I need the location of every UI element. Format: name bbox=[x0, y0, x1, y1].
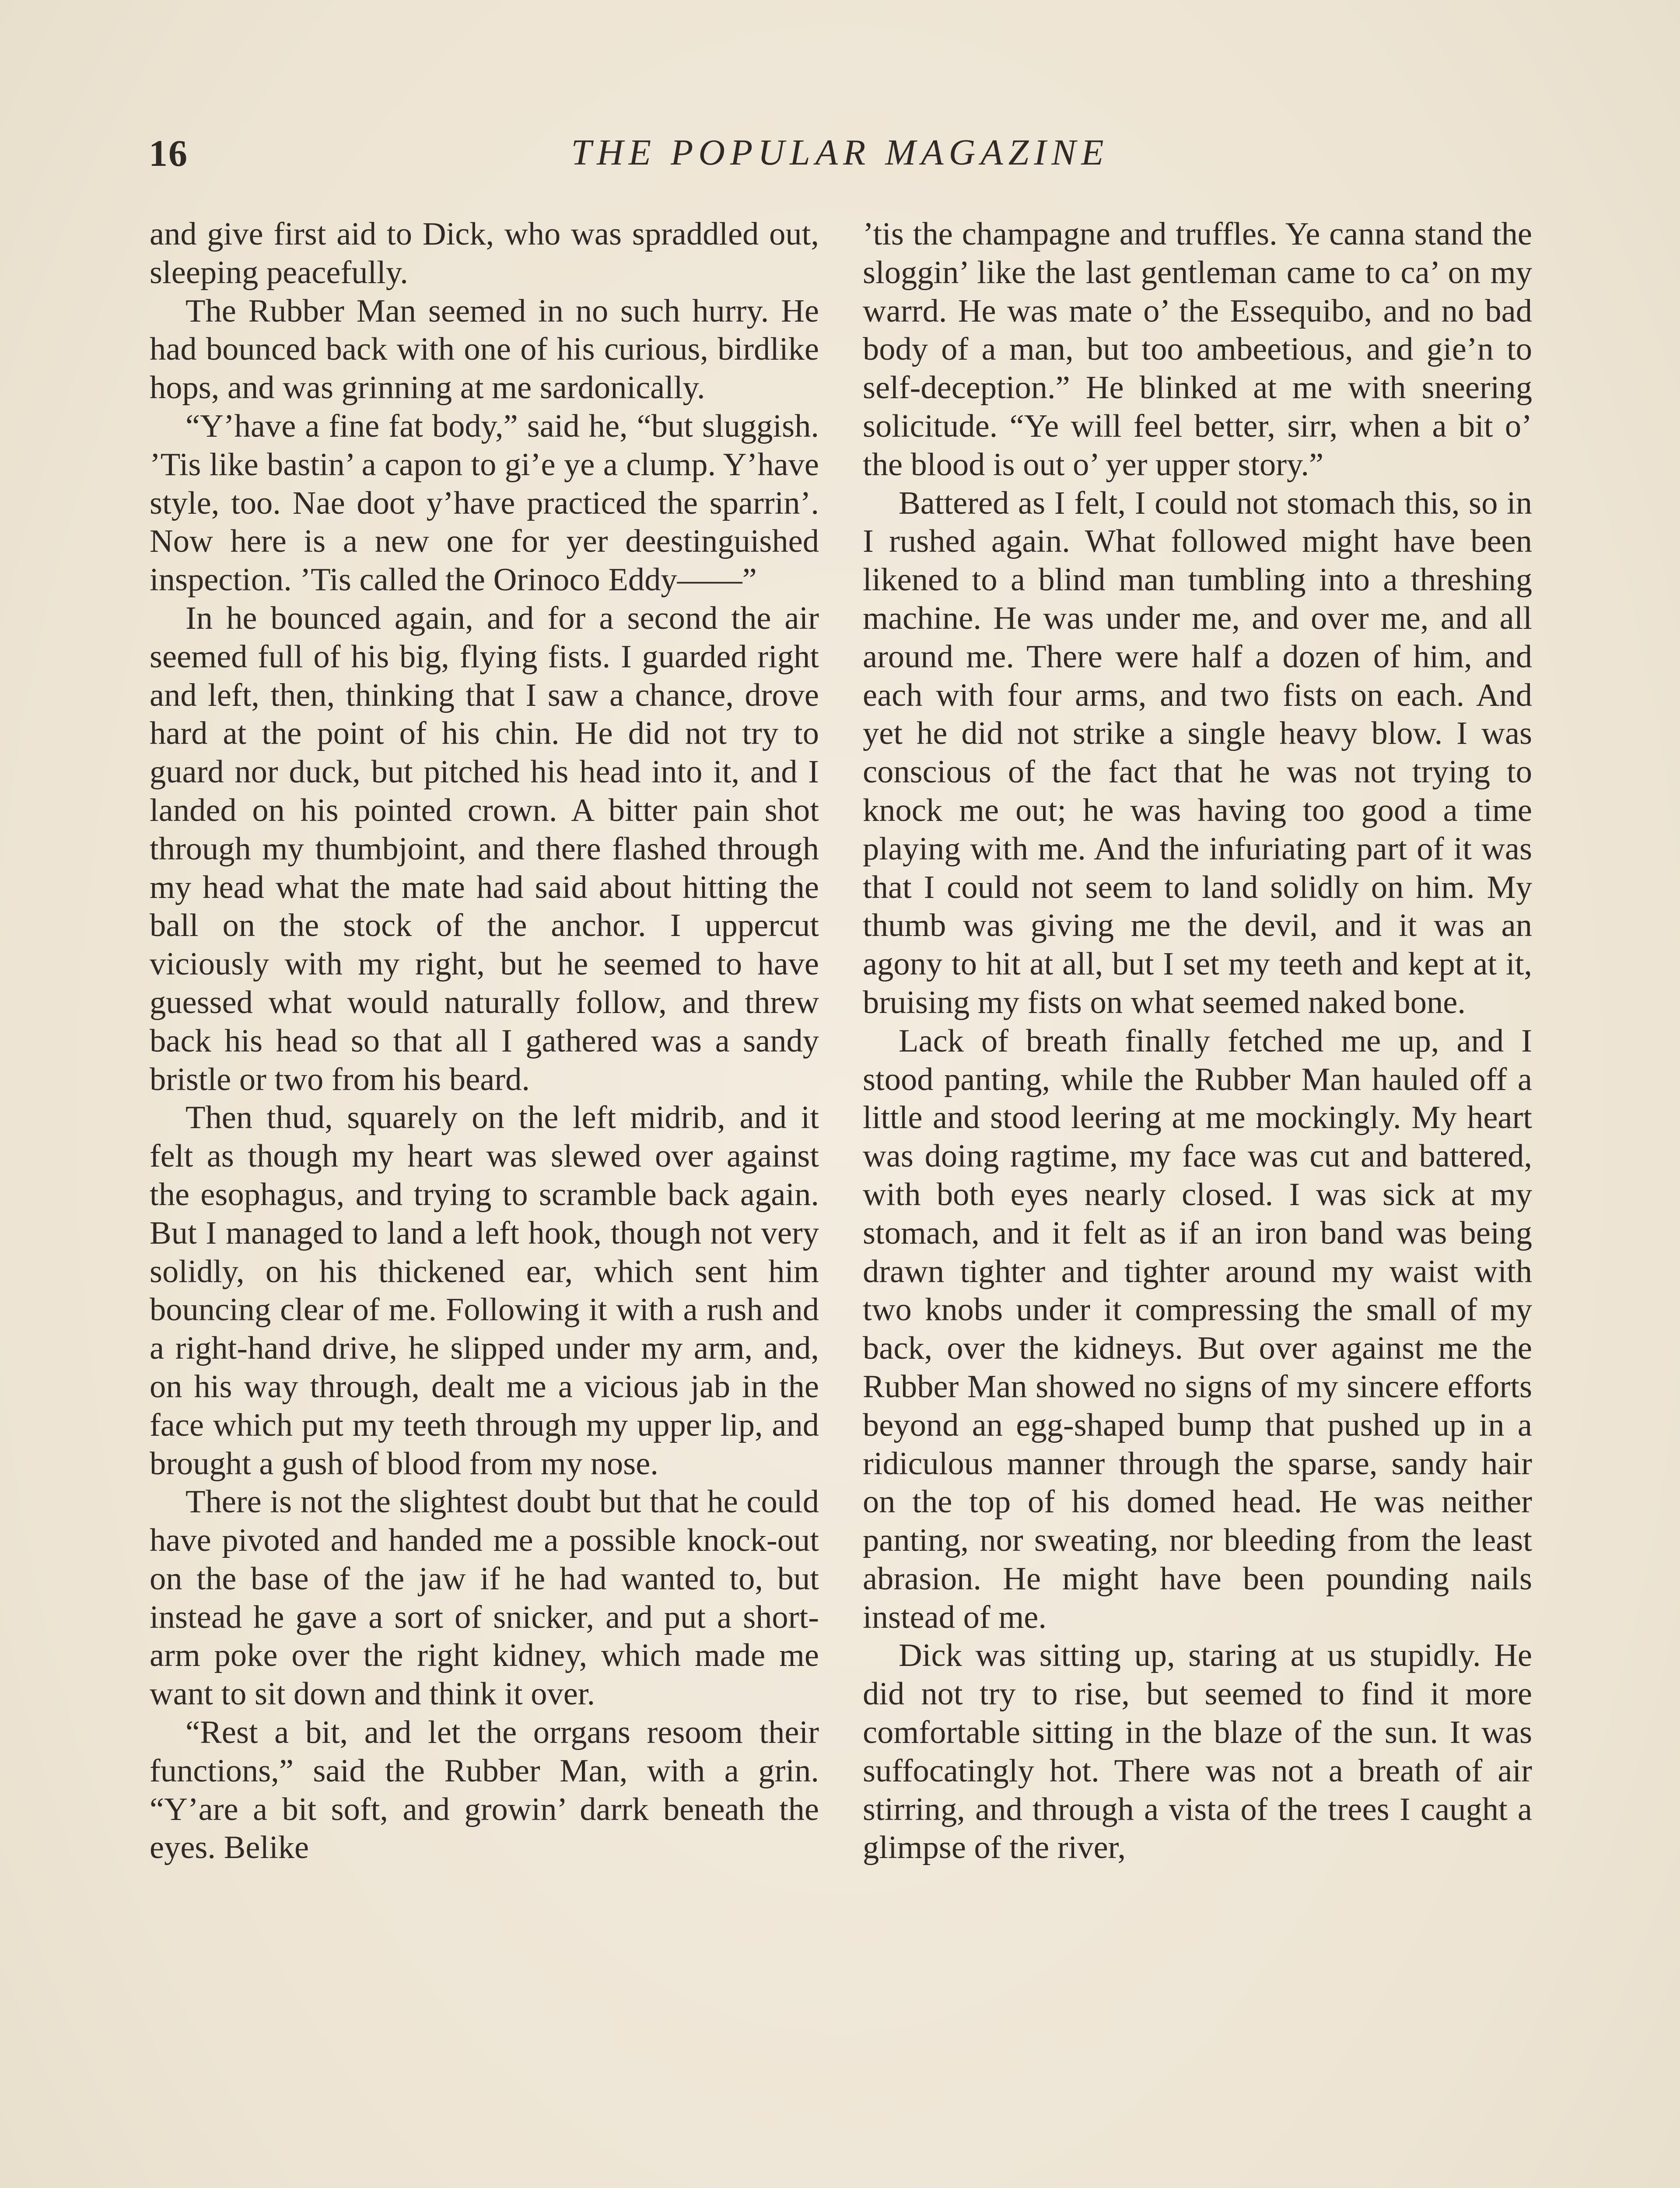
paragraph: ’tis the champagne and truffles. Ye canna stand the sloggin’ like the last gentleman came to ca’ on my warrd. He was mate o’ the Essequibo, and no bad body of a man, but too ambeetious, and gie’n to self-deception.” He blinked at me with sneering solicitude. “Ye will feel better, sirr, when a bit o’ the blood is out o’ yer upper story.” bbox=[863, 216, 1532, 483]
page-header bbox=[149, 131, 1531, 188]
paragraph: “Y’have a fine fat body,” said he, “but sluggish. ’Tis like bastin’ a capon to gi’e ye a clump. Y’have style, too. Nae doot y’have practiced the sparrin’. Now here is a new one for yer deestinguished inspection. ’Tis called the Orinoco Eddy——” bbox=[150, 408, 819, 598]
right-column bbox=[863, 215, 1532, 1867]
paragraph: and give first aid to Dick, who was spraddled out, sleeping peacefully. bbox=[150, 216, 819, 291]
paragraph: In he bounced again, and for a second the air seemed full of his big, flying fists. I guarded right and left, then, thinking that I saw a chance, drove hard at the point of his chin. He did not try to guard nor duck, but pitched his head into it, and I landed on his pointed crown. A bitter pain shot through my thumbjoint, and there flashed through my head what the mate had said about hitting the ball on the stock of the anchor. I uppercut viciously with my right, but he seemed to have guessed what would naturally follow, and threw back his head so that all I gathered was a sandy bristle or two from his beard. bbox=[150, 600, 819, 1098]
paragraph: Dick was sitting up, staring at us stupidly. He did not try to rise, but seemed to find it more comfortable sitting in the blaze of the sun. It was suffocatingly hot. There was not a breath of air stirring, and through a vista of the trees I caught a glimpse of the river, bbox=[863, 1637, 1532, 1866]
paragraph: The Rubber Man seemed in no such hurry. He had bounced back with one of his curious, birdlike hops, and was grinning at me sardonically. bbox=[150, 293, 819, 406]
paragraph: Then thud, squarely on the left midrib, and it felt as though my heart was slewed over against the esophagus, and trying to scramble back again. But I managed to land a left hook, though not very solidly, on his thickened ear, which sent him bouncing clear of me. Following it with a rush and a right-hand drive, he slipped under my arm, and, on his way through, dealt me a vicious jab in the face which put my teeth through my upper lip, and brought a gush of blood from my nose. bbox=[150, 1100, 819, 1482]
paragraph: Lack of breath finally fetched me up, and I stood panting, while the Rubber Man hauled off a little and stood leering at me mockingly. My heart was doing ragtime, my face was cut and battered, with both eyes nearly closed. I was sick at my stomach, and it felt as if an iron band was being drawn tighter and tighter around my waist with two knobs under it compressing the small of my back, over the kidneys. But over against me the Rubber Man showed no signs of my sincere efforts beyond an egg-shaped bump that pushed up in a ridiculous manner through the sparse, sandy hair on the top of his domed head. He was neither panting, nor sweating, nor bleeding from the least abrasion. He might have been pounding nails instead of me. bbox=[863, 1023, 1532, 1635]
paragraph: There is not the slightest doubt but that he could have pivoted and handed me a possible knock-out on the base of the jaw if he had wanted to, but instead he gave a sort of snicker, and put a short-arm poke over the right kidney, which made me want to sit down and think it over. bbox=[150, 1484, 819, 1712]
paragraph: “Rest a bit, and let the orrgans resoom their functions,” said the Rubber Man, with a grin. “Y’are a bit soft, and growin’ darrk beneath the eyes. Belike bbox=[150, 1715, 819, 1866]
page-number: 16 bbox=[149, 132, 188, 174]
running-title: THE POPULAR MAGAZINE bbox=[571, 132, 1109, 173]
left-column bbox=[150, 215, 819, 1867]
paragraph: Battered as I felt, I could not stomach this, so in I rushed again. What followed might have been likened to a blind man tumbling into a threshing machine. He was under me, and over me, and all around me. There were half a dozen of him, and each with four arms, and two fists on each. And yet he did not strike a single heavy blow. I was conscious of the fact that he was not trying to knock me out; he was having too good a time playing with me. And the infuriating part of it was that I could not seem to land solidly on him. My thumb was giving me the devil, and it was an agony to hit at all, but I set my teeth and kept at it, bruising my fists on what seemed naked bone. bbox=[863, 485, 1532, 1020]
